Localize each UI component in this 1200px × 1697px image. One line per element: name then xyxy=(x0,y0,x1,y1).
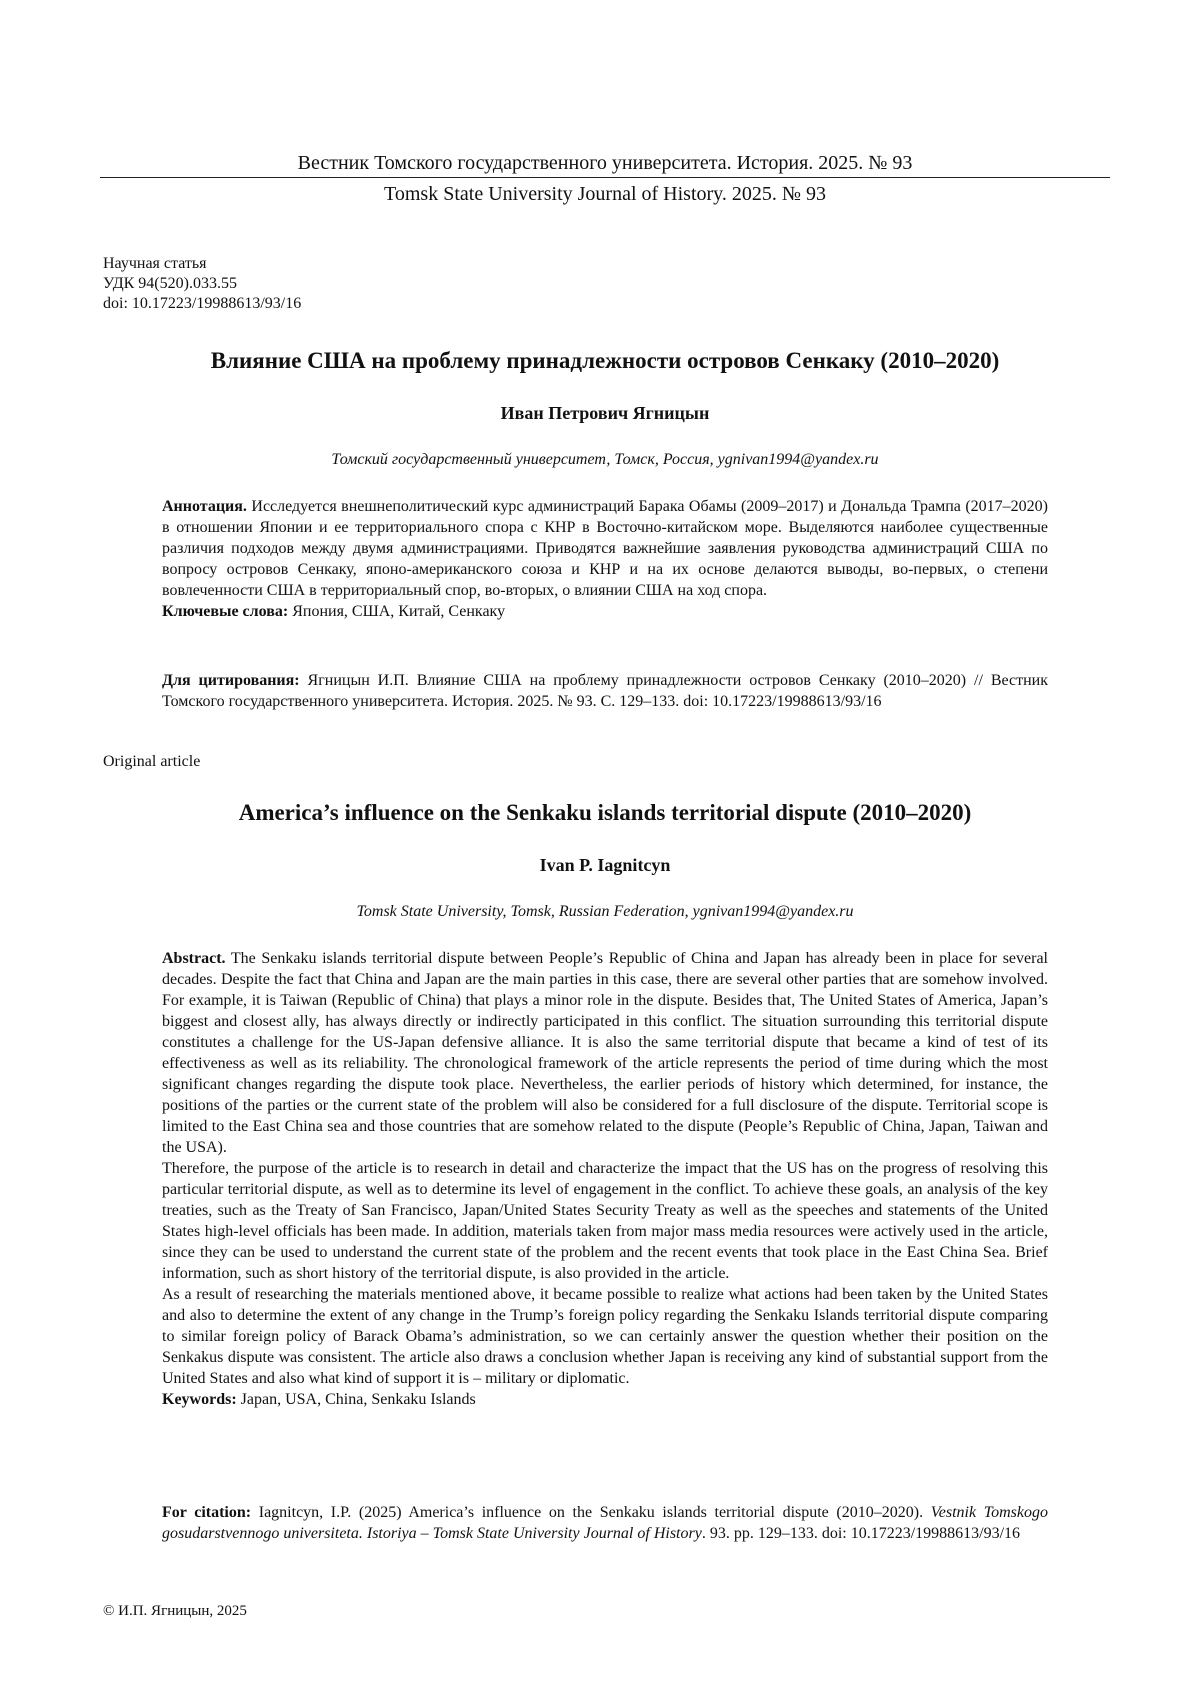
citation-text-en-b: . 93. pp. 129–133. doi: 10.17223/19988613/93/16 xyxy=(701,1525,1021,1542)
udc-code: УДК 94(520).033.55 xyxy=(103,275,237,292)
doi: doi: 10.17223/19988613/93/16 xyxy=(103,295,302,312)
article-title-ru: Влияние США на проблему принадлежности островов Сенкаку (2010–2020) xyxy=(210,348,1000,373)
keywords-label-ru: Ключевые слова: xyxy=(162,603,289,620)
article-type-en: Original article xyxy=(103,753,201,770)
keywords-text-en: Japan, USA, China, Senkaku Islands xyxy=(240,1391,476,1408)
copyright: © И.П. Ягницын, 2025 xyxy=(103,1603,247,1619)
journal-header-ru: Вестник Томского государственного университета. История. 2025. № 93 xyxy=(297,152,913,174)
citation-text-ru: Ягницын И.П. Влияние США на проблему принадлежности островов Сенкаку (2010–2020) // Вестник Томского государственного университета. История. 2025. № 93. С. 129–133. doi: 10.17223/19988613/93/16 xyxy=(162,672,1048,710)
affiliation-en: Tomsk State University, Tomsk, Russian Federation, ygnivan1994@yandex.ru xyxy=(356,903,854,920)
abstract-p1-en: The Senkaku islands territorial dispute between People’s Republic of China and Japan has already been in place for several decades. Despite the fact that China and Japan are the main parties in this case, there are several other parties that are somehow involved. For example, it is Taiwan (Republic of China) that plays a minor role in the dispute. Besides that, The United States of America, Japan’s biggest and closest ally, has always directly or indirectly participated in this conflict. The situation surrounding this territorial dispute constitutes a challenge for the US-Japan defensive alliance. It is also the same territorial dispute that became a kind of test of its effectiveness as well as its reliability. The chronological framework of the article represents the period of time during which the most significant changes regarding the dispute took place. Nevertheless, the earlier periods of history which determined, for instance, the positions of the parties or the current state of the problem will also be considered for a full disclosure of the dispute. Territorial scope is limited to the East China sea and those countries that are somehow related to the dispute (People’s Republic of China, Japan, Taiwan and the USA). xyxy=(162,950,1049,1156)
journal-header-en: Tomsk State University Journal of History. 2025. № 93 xyxy=(384,183,826,205)
article-title-en: America’s influence on the Senkaku islands territorial dispute (2010–2020) xyxy=(238,800,972,825)
abstract-label-ru: Аннотация. xyxy=(162,498,247,515)
citation-text-en-a: Iagnitcyn, I.P. (2025) America’s influence on the Senkaku islands territorial dispute (2010–2020). xyxy=(258,1504,924,1521)
author-ru: Иван Петрович Ягницын xyxy=(500,403,710,423)
affiliation-ru: Томский государственный университет, Томск, Россия, ygnivan1994@yandex.ru xyxy=(331,451,879,468)
abstract-text-ru: Исследуется внешнеполитический курс администраций Барака Обамы (2009–2017) и Дональда Трампа (2017–2020) в отношении Японии и ее территориального спора с КНР в Восточно-китайском море. Выделяются наиболее существенные различия подходов между двумя администрациями. Приводятся важнейшие заявления руководства администраций США по вопросу островов Сенкаку, японо-американского союза и КНР и на их основе делаются выводы, во-первых, о степени вовлеченности США в территориальный спор, во-вторых, о влиянии США на ход спора. xyxy=(162,498,1049,599)
citation-label-ru: Для цитирования: xyxy=(162,672,300,689)
author-en: Ivan P. Iagnitcyn xyxy=(539,855,671,875)
citation-label-en: For citation: xyxy=(162,1504,252,1521)
header-rule xyxy=(100,177,1110,178)
abstract-ru xyxy=(162,496,1048,622)
article-meta xyxy=(103,254,301,314)
citation-ru xyxy=(162,670,1048,712)
keywords-label-en: Keywords: xyxy=(162,1391,237,1408)
keywords-text-ru: Япония, США, Китай, Сенкаку xyxy=(292,603,506,620)
abstract-p2-en: Therefore, the purpose of the article is to research in detail and characterize the impact that the US has on the progress of resolving this particular territorial dispute, as well as to determine its level of engagement in the conflict. To achieve these goals, an analysis of the key treaties, such as the Treaty of San Francisco, Japan/United States Security Treaty as well as the speeches and statements of the United States high-level officials has been made. In addition, materials taken from major mass media resources were actively used in the article, since they can be used to understand the current state of the problem and the recent events that took place in the East China Sea. Brief information, such as short history of the territorial dispute, is also provided in the article. xyxy=(162,1160,1048,1282)
abstract-label-en: Abstract. xyxy=(162,950,226,967)
abstract-p3-en: As a result of researching the materials mentioned above, it became possible to realize what actions had been taken by the United States and also to determine the extent of any change in the Trump’s foreign policy regarding the Senkaku Islands territorial dispute comparing to similar foreign policy of Barack Obama’s administration, so we can certainly answer the question whether their position on the Senkakus dispute was consistent. The article also draws a conclusion whether Japan is receiving any kind of substantial support from the United States and also what kind of support it is – military or diplomatic. xyxy=(162,1286,1048,1387)
abstract-en xyxy=(162,948,1048,1410)
citation-en xyxy=(162,1502,1048,1544)
citation-journal-en: Vestnik Tomskogo gosudarstvennogo universiteta. Istoriya – Tomsk State University Journal of History xyxy=(162,1504,1049,1542)
article-type-ru: Научная статья xyxy=(103,255,207,272)
